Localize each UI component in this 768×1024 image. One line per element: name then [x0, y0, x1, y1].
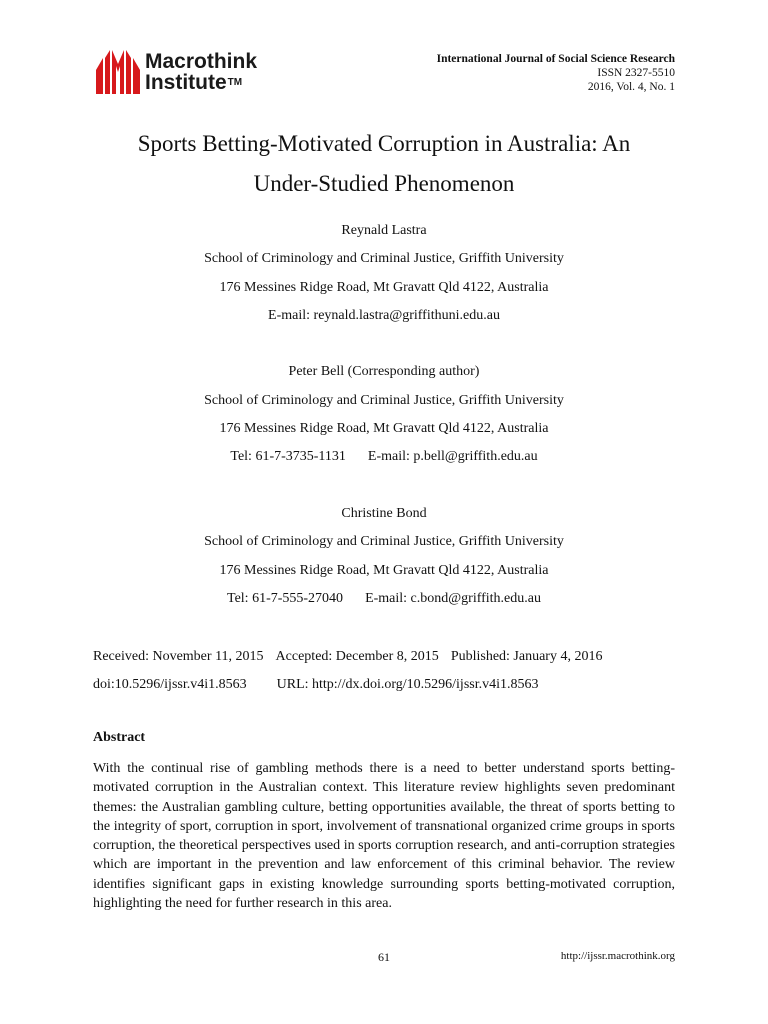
author-contact: [60, 585, 708, 613]
publisher-logo: [94, 50, 294, 96]
author-block-bond: [60, 500, 708, 613]
logo-wordmark: [145, 51, 257, 93]
logo-trademark: TM: [227, 77, 243, 88]
publication-links: [93, 671, 602, 699]
author-name: Christine Bond: [341, 505, 427, 521]
journal-name: International Journal of Social Science Research: [436, 53, 675, 65]
author-affiliation: School of Criminology and Criminal Justice, Griffith University: [204, 392, 564, 408]
abstract-text: With the continual rise of gambling methods there is a need to better understand sports betting-motivated corruption in the Australian context. This literature review highlights seven predominant themes: the Australian gambling culture, betting opportunities available, the threat of sports betting to the integrity of sport, corruption in sport, involvement of transnational organized crime groups in sports corruption, the theoretical perspectives used in sports corruption research, and anti-corruption strategies which are important in the prevention and law enforcement of this criminal behavior. The review identifies significant gaps in existing knowledge surrounding sports betting-motivated corruption, highlighting the need for further research in this area.: [93, 761, 675, 912]
author-email[interactable]: E-mail: reynald.lastra@griffithuni.edu.au: [268, 307, 500, 323]
logo-line2: Institute: [145, 71, 227, 94]
paper-title: [60, 124, 708, 204]
author-block-bell: [60, 358, 708, 471]
journal-volume: 2016, Vol. 4, No. 1: [587, 81, 675, 93]
journal-issn: ISSN 2327-5510: [597, 67, 675, 79]
author-tel: Tel: 61-7-555-27040: [227, 590, 344, 606]
author-address: 176 Messines Ridge Road, Mt Gravatt Qld 4122, Australia: [219, 279, 549, 295]
author-contact: [60, 443, 708, 471]
accepted-date: Accepted: December 8, 2015: [275, 649, 439, 664]
author-email[interactable]: E-mail: p.bell@griffith.edu.au: [367, 449, 538, 465]
author-list: [60, 217, 708, 613]
author-address: 176 Messines Ridge Road, Mt Gravatt Qld 4122, Australia: [219, 421, 549, 437]
author-name: Peter Bell (Corresponding author): [288, 364, 480, 380]
publication-info: [93, 643, 602, 700]
author-email[interactable]: E-mail: c.bond@griffith.edu.au: [365, 590, 541, 606]
title-line-2: Under-Studied Phenomenon: [253, 171, 515, 196]
abstract-heading: Abstract: [93, 730, 146, 745]
logo-line1: Macrothink: [145, 50, 258, 73]
macrothink-m-icon: [94, 50, 142, 96]
page-number: 61: [378, 950, 390, 964]
published-date: Published: January 4, 2016: [450, 649, 603, 664]
doi: doi:10.5296/ijssr.v4i1.8563: [93, 677, 247, 693]
title-line-1: Sports Betting-Motivated Corruption in Australia: An: [137, 131, 631, 156]
received-date: Received: November 11, 2015: [93, 649, 264, 664]
author-tel: Tel: 61-7-3735-1131: [230, 449, 346, 465]
doi-url[interactable]: URL: http://dx.doi.org/10.5296/ijssr.v4i1.8563: [276, 677, 539, 693]
author-affiliation: School of Criminology and Criminal Justice, Griffith University: [204, 534, 564, 550]
author-name: Reynald Lastra: [341, 223, 427, 238]
author-block-lastra: [60, 217, 708, 330]
footer-url[interactable]: http://ijssr.macrothink.org: [560, 950, 675, 962]
author-address: 176 Messines Ridge Road, Mt Gravatt Qld 4122, Australia: [219, 562, 549, 578]
author-affiliation: School of Criminology and Criminal Justice, Griffith University: [204, 251, 564, 267]
journal-info: [437, 52, 675, 94]
publication-dates: [93, 643, 602, 671]
